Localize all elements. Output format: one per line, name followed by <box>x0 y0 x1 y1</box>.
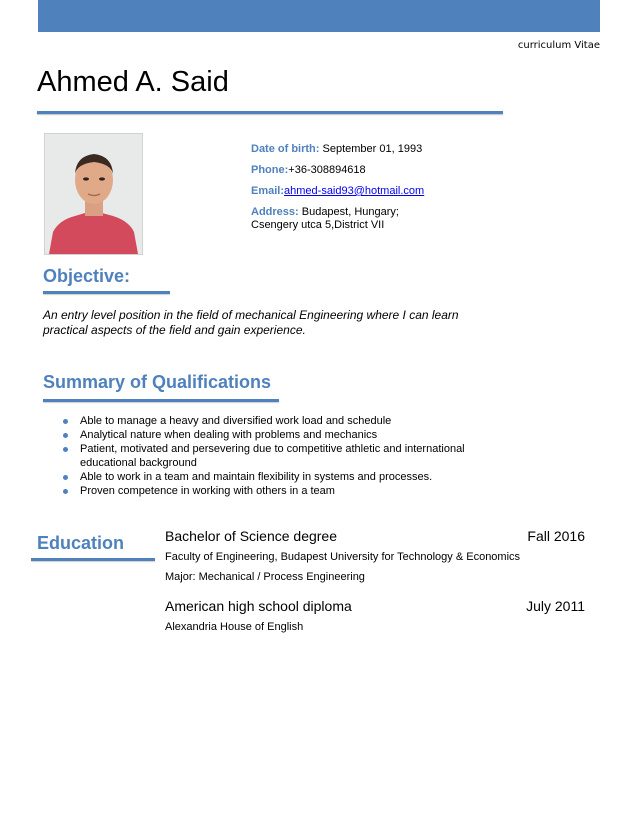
dob-value: September 01, 1993 <box>319 143 423 155</box>
address-line2: Csengery utca 5,District VII <box>251 219 385 231</box>
list-item: Able to manage a heavy and diversified work load and schedule <box>60 414 480 428</box>
bullet-icon <box>63 447 68 452</box>
qualifications-underline <box>43 399 279 402</box>
address-label: Address: <box>251 206 299 218</box>
education-title: Education <box>37 533 125 553</box>
dob-row: Date of birth: September 01, 1993 <box>251 143 423 155</box>
list-item: Able to work in a team and maintain flexibility in systems and processes. <box>60 470 480 484</box>
email-row <box>251 185 424 198</box>
qualifications-title: Summary of Qualifications <box>43 372 272 392</box>
address-row-2 <box>251 219 424 232</box>
contact-info <box>251 143 424 240</box>
degree-title: American high school diploma <box>165 598 352 614</box>
objective-text: An entry level position in the field of mechanical Engineering where I can learn practical aspects of the field and gain experience. <box>43 308 459 337</box>
page-title: Ahmed A. Said <box>37 66 229 98</box>
degree-title: Bachelor of Science degree <box>165 528 337 544</box>
education-entry-1 <box>165 528 585 584</box>
list-item: Proven competence in working with others in a team <box>60 484 480 498</box>
list-item: Patient, motivated and persevering due to competitive athletic and international educational background <box>60 442 480 470</box>
phone-row <box>251 164 424 177</box>
phone-label: Phone: <box>251 164 289 176</box>
email-link[interactable]: ahmed-said93@hotmail.com <box>284 185 425 197</box>
degree-date: Fall 2016 <box>527 528 585 544</box>
person-photo-icon <box>44 133 143 255</box>
address-row <box>251 206 424 219</box>
education-underline <box>31 558 155 561</box>
bullet-icon <box>63 475 68 480</box>
bullet-icon <box>63 489 68 494</box>
qualifications-list <box>60 414 480 498</box>
objective-underline <box>43 291 170 294</box>
dob-label: Date of birth <box>251 143 316 155</box>
header-tag: curriculum Vitae <box>517 40 600 51</box>
list-item: Analytical nature when dealing with problems and mechanics <box>60 428 480 442</box>
objective-title: Objective: <box>43 266 131 286</box>
header-bar <box>38 0 600 32</box>
school-name: Alexandria House of English <box>165 621 304 633</box>
title-underline <box>37 111 503 114</box>
degree-date: July 2011 <box>526 598 585 614</box>
email-label: Email: <box>251 185 285 197</box>
bullet-icon <box>63 433 68 438</box>
school-name: Faculty of Engineering, Budapest University for Technology & Economics <box>165 551 521 563</box>
bullet-icon <box>63 419 68 424</box>
major-text: Major: Mechanical / Process Engineering <box>165 571 365 583</box>
address-line1: Budapest, Hungary; <box>298 206 399 218</box>
phone-value: +36-308894618 <box>288 164 366 176</box>
education-entry-2 <box>165 598 585 634</box>
